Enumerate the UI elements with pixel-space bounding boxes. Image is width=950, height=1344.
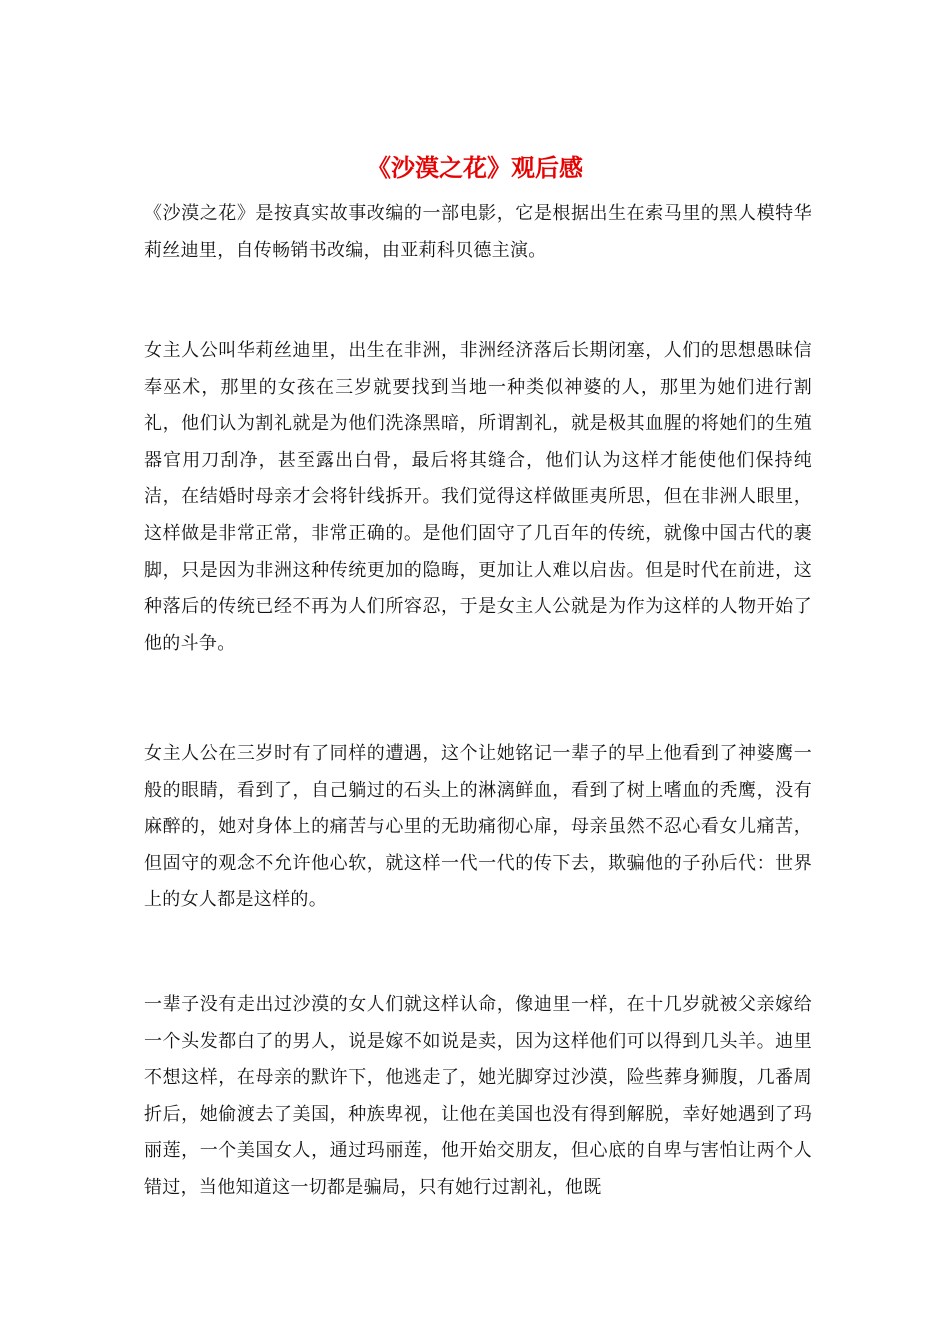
paragraph-background: 女主人公叫华莉丝迪里，出生在非洲，非洲经济落后长期闭塞，人们的思想愚昧信奉巫术，那里的女孩在三岁就要找到当地一种类似神婆的人，那里为她们进行割礼，他们认为割礼就是为他们洗涤黑暗，所谓割礼，就是极其血腥的将她们的生殖器官用刀刮净，甚至露出白骨，最后将其缝合，他们认为这样才能使他们保持纯洁，在结婚时母亲才会将针线拆开。我们觉得这样做匪夷所思，但在非洲人眼里，这样做是非常正常，非常正确的。是他们固守了几百年的传统，就像中国古代的裹脚，只是因为非洲这种传统更加的隐晦，更加让人难以启齿。但是时代在前进，这种落后的传统已经不再为人们所容忍，于是女主人公就是为作为这样的人物开始了他的斗争。 [144, 340, 812, 654]
paragraph-intro: 《沙漠之花》是按真实故事改编的一部电影，它是根据出生在索马里的黑人模特华莉丝迪里，自传畅销书改编，由亚莉科贝德主演。 [144, 203, 812, 261]
document-title: 《沙漠之花》观后感 [367, 153, 583, 182]
paragraph-escape: 一辈子没有走出过沙漠的女人们就这样认命，像迪里一样，在十几岁就被父亲嫁给一个头发都白了的男人，说是嫁不如说是卖，因为这样他们可以得到几头羊。迪里不想这样，在母亲的默许下，他逃走了，她光脚穿过沙漠，险些葬身狮腹，几番周折后，她偷渡去了美国，种族卑视，让他在美国也没有得到解脱，幸好她遇到了玛丽莲，一个美国女人，通过玛丽莲，他开始交朋友，但心底的自卑与害怕让两个人错过，当他知道这一切都是骗局，只有她行过割礼，他既 [144, 994, 812, 1198]
paragraph-experience: 女主人公在三岁时有了同样的遭遇，这个让她铭记一辈子的早上他看到了神婆鹰一般的眼睛，看到了，自己躺过的石头上的淋漓鲜血，看到了树上嗜血的秃鹰，没有麻醉的，她对身体上的痛苦与心里的无助痛彻心扉，母亲虽然不忍心看女儿痛苦，但固守的观念不允许他心软，就这样一代一代的传下去，欺骗他的子孙后代：世界上的女人都是这样的。 [144, 743, 812, 911]
